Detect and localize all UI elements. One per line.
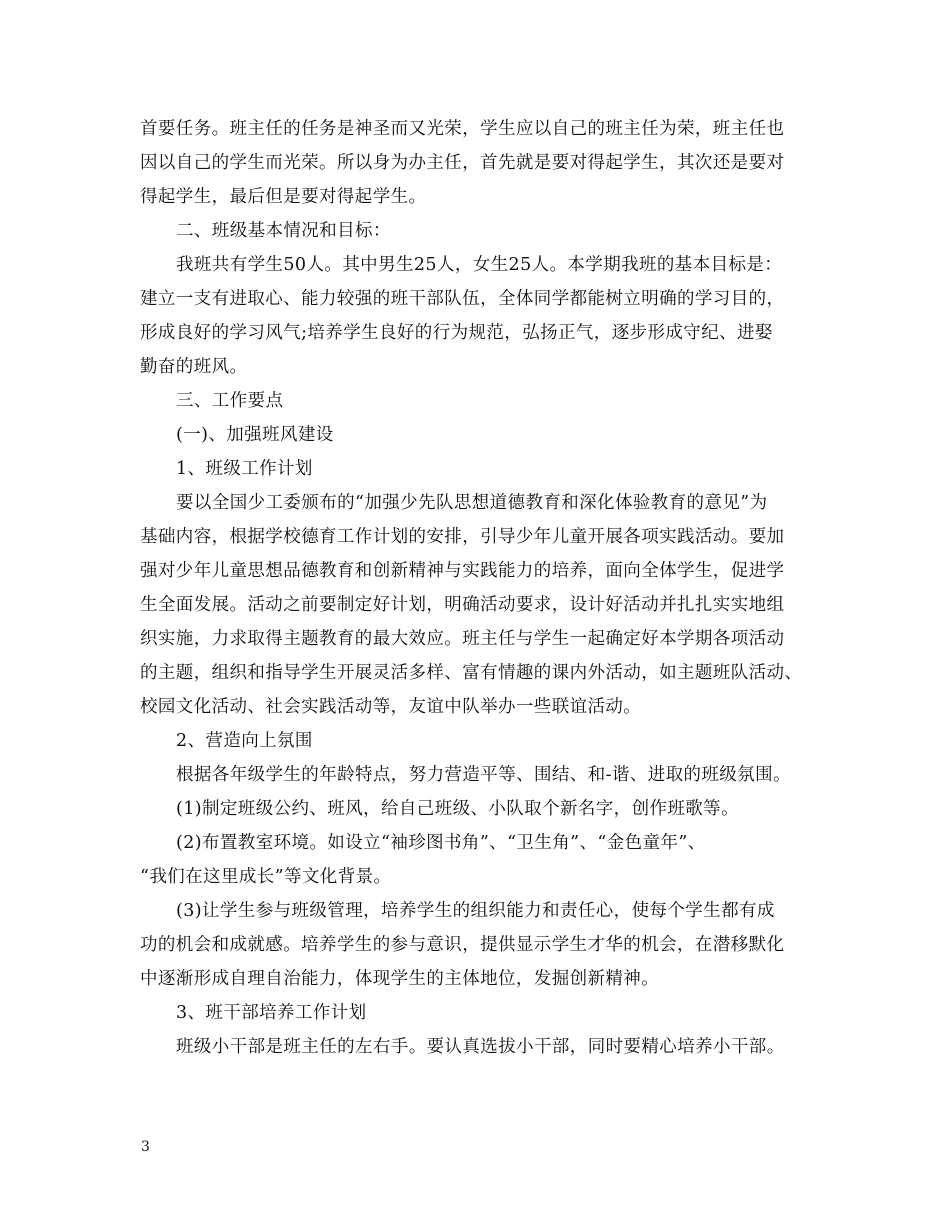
page-number: 3 xyxy=(141,1139,150,1155)
text-line: 织实施，力求取得主题教育的最大效应。班主任与学生一起确定好本学期各项活动 xyxy=(140,629,785,649)
subsection-heading: (一)、加强班风建设 xyxy=(176,425,334,445)
item-heading: 2、营造向上氛围 xyxy=(176,731,313,751)
text-line: 要以全国少工委颁布的“加强少先队思想道德教育和深化体验教育的意见”为 xyxy=(176,493,768,513)
text-line: 根据各年级学生的年龄特点，努力营造平等、围结、和-谐、进取的班级氛围。 xyxy=(176,765,791,785)
text-line: 强对少年儿童思想品德教育和创新精神与实践能力的培养，面向全体学生，促进学 xyxy=(140,561,785,581)
text-line: 中逐渐形成自理自治能力，体现学生的主体地位，发掘创新精神。 xyxy=(140,969,660,989)
text-line: 建立一支有进取心、能力较强的班干部队伍，全体同学都能树立明确的学习目的， xyxy=(140,289,785,309)
section-heading: 二、班级基本情况和目标： xyxy=(176,221,391,241)
text-line: 勤奋的班风。 xyxy=(140,357,248,377)
text-line: 基础内容，根据学校德育工作计划的安排，引导少年儿童开展各项实践活动。要加 xyxy=(140,527,785,547)
item-heading: 1、班级工作计划 xyxy=(176,459,313,479)
document-body xyxy=(140,112,830,1064)
text-line: 形成良好的学习风气;培养学生良好的行为规范，弘扬正气，逐步形成守纪、进娶 xyxy=(140,323,773,343)
text-line: 校园文化活动、社会实践活动等，友谊中队举办一些联谊活动。 xyxy=(140,697,642,717)
text-line: 班级小干部是班主任的左右手。要认真选拔小干部，同时要精心培养小干部。 xyxy=(176,1037,785,1057)
text-line: 我班共有学生50人。其中男生25人，女生25人。本学期我班的基本目标是： xyxy=(176,255,783,275)
section-heading: 三、工作要点 xyxy=(176,391,284,411)
text-line: (1)制定班级公约、班风，给自己班级、小队取个新名字，创作班歌等。 xyxy=(176,799,739,819)
text-line: 因以自己的学生而光荣。所以身为办主任，首先就是要对得起学生，其次还是要对 xyxy=(140,153,785,173)
text-line: 生全面发展。活动之前要制定好计划，明确活动要求，设计好活动并扎扎实实地组 xyxy=(140,595,785,615)
text-line: 功的机会和成就感。培养学生的参与意识，提供显示学生才华的机会，在潜移默化 xyxy=(140,935,785,955)
text-line: 得起学生，最后但是要对得起学生。 xyxy=(140,187,427,207)
item-heading: 3、班干部培养工作计划 xyxy=(176,1003,367,1023)
text-line: 首要任务。班主任的任务是神圣而又光荣，学生应以自己的班主任为荣，班主任也 xyxy=(140,119,785,139)
text-line: (3)让学生参与班级管理，培养学生的组织能力和责任心，使每个学生都有成 xyxy=(176,901,775,921)
text-line: 的主题，组织和指导学生开展灵活多样、富有情趣的课内外活动，如主题班队活动、 xyxy=(140,663,803,683)
text-line: “我们在这里成长”等文化背景。 xyxy=(140,867,392,887)
text-line: (2)布置教室环境。如设立“袖珍图书角”、“卫生角”、“金色童年”、 xyxy=(176,833,706,853)
